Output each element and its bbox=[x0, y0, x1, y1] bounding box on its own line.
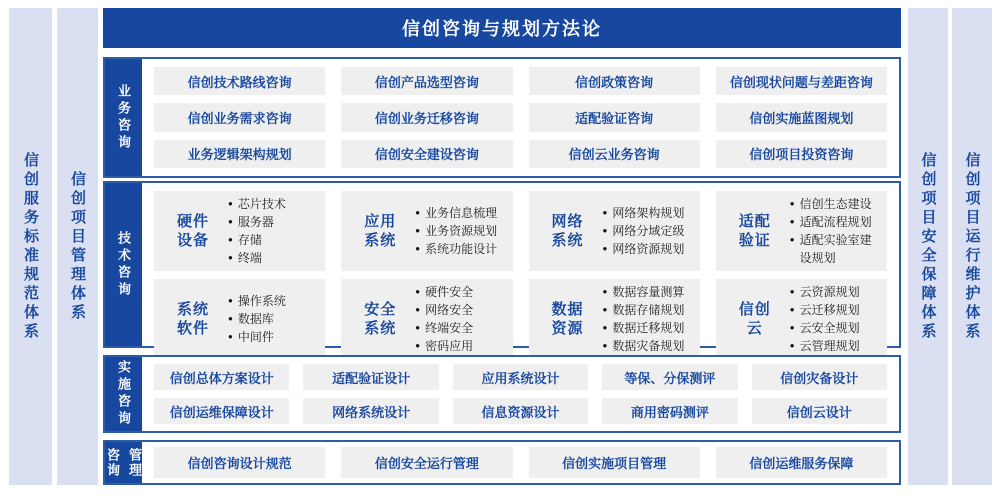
bullet-item bbox=[228, 249, 319, 267]
consulting-item: 等保、分保测评 bbox=[602, 364, 737, 390]
row-section-technical-consulting bbox=[103, 181, 901, 353]
consulting-item: 信创实施蓝图规划 bbox=[716, 103, 887, 131]
consulting-item: 信创云业务咨询 bbox=[529, 140, 700, 168]
row-label-text bbox=[103, 448, 144, 478]
bullet-icon: ● bbox=[415, 208, 421, 217]
bullet-text: 终端安全 bbox=[425, 321, 474, 335]
bullet-icon: ● bbox=[789, 235, 795, 244]
bullet-text: 终端 bbox=[237, 251, 262, 265]
bullet-icon: ● bbox=[602, 341, 608, 350]
sidebar-security-assurance bbox=[908, 8, 948, 485]
bullet-icon: ● bbox=[228, 199, 233, 208]
bullet-item bbox=[603, 283, 694, 301]
bullet-text: 存储 bbox=[237, 233, 262, 247]
sidebar-service-standard-label: 信创服务标准规范体系 bbox=[22, 151, 39, 342]
bullet-item bbox=[228, 231, 319, 249]
bullet-icon: ● bbox=[415, 226, 421, 235]
bullet-item bbox=[415, 222, 506, 240]
tech-block-bullet-list bbox=[790, 283, 881, 355]
tech-block-title: 安全 系统 bbox=[364, 300, 397, 337]
bullet-icon: ● bbox=[228, 217, 233, 226]
row-label-column-1: 咨询 bbox=[105, 447, 120, 478]
consulting-item: 信创现状问题与差距咨询 bbox=[716, 67, 887, 95]
tech-block bbox=[154, 279, 325, 359]
title-bar bbox=[103, 8, 901, 48]
row-label-column-2: 管理 bbox=[127, 447, 142, 478]
tech-block bbox=[529, 191, 700, 271]
bullet-icon: ● bbox=[415, 323, 421, 332]
implementation-consulting-grid bbox=[142, 357, 899, 431]
consulting-item: 信创灾备设计 bbox=[752, 364, 887, 390]
consulting-item: 商用密码测评 bbox=[602, 398, 737, 424]
row-label-text: 业务咨询 bbox=[116, 83, 131, 152]
tech-block-bullet-list bbox=[603, 283, 694, 355]
tech-block-title: 网络 系统 bbox=[551, 212, 584, 249]
tech-block-title: 适配 验证 bbox=[738, 212, 771, 249]
bullet-item bbox=[228, 292, 319, 310]
consulting-item: 信创运维服务保障 bbox=[716, 447, 887, 478]
tech-block-bullet-list bbox=[603, 204, 694, 258]
bullet-item bbox=[415, 319, 506, 337]
tech-block-bullet-list bbox=[415, 204, 506, 258]
tech-block-title: 系统 软件 bbox=[176, 300, 209, 337]
bullet-text: 数据迁移规划 bbox=[612, 321, 685, 335]
sidebar-security-assurance-label: 信创项目安全保障体系 bbox=[919, 151, 937, 342]
bullet-icon: ● bbox=[789, 217, 795, 226]
page-title: 信创咨询与规划方法论 bbox=[402, 19, 602, 39]
bullet-item bbox=[603, 301, 694, 319]
bullet-text: 密码应用 bbox=[425, 339, 474, 353]
bullet-item bbox=[415, 337, 506, 355]
consulting-item: 信创安全建设咨询 bbox=[341, 140, 512, 168]
bullet-icon: ● bbox=[789, 341, 795, 350]
sidebar-project-management bbox=[57, 8, 98, 485]
consulting-item: 网络系统设计 bbox=[303, 398, 438, 424]
bullet-text: 系统功能设计 bbox=[425, 242, 498, 256]
bullet-text: 操作系统 bbox=[237, 294, 286, 308]
bullet-text: 云资源规划 bbox=[799, 285, 860, 299]
row-section-business-consulting bbox=[103, 57, 901, 178]
tech-block bbox=[529, 279, 700, 359]
bullet-text: 数据库 bbox=[237, 312, 274, 326]
main-content bbox=[103, 8, 901, 496]
bullet-item bbox=[790, 283, 881, 301]
tech-block-bullet-list bbox=[228, 292, 319, 346]
bullet-item bbox=[603, 319, 694, 337]
bullet-text: 芯片技术 bbox=[237, 197, 286, 211]
tech-block-bullet-list bbox=[228, 195, 319, 267]
consulting-item: 信创安全运行管理 bbox=[341, 447, 512, 478]
bullet-icon: ● bbox=[228, 253, 233, 262]
bullet-item bbox=[790, 213, 881, 231]
bullet-item bbox=[415, 204, 506, 222]
bullet-icon: ● bbox=[228, 332, 233, 341]
row-section-consulting-management bbox=[103, 440, 901, 485]
bullet-text: 云安全规划 bbox=[799, 321, 860, 335]
bullet-item bbox=[790, 319, 881, 337]
bullet-icon: ● bbox=[602, 323, 608, 332]
bullet-text: 中间件 bbox=[237, 330, 274, 344]
consulting-item: 适配验证咨询 bbox=[529, 103, 700, 131]
consulting-item: 信息资源设计 bbox=[453, 398, 588, 424]
bullet-icon: ● bbox=[602, 287, 608, 296]
bullet-item bbox=[603, 204, 694, 222]
bullet-item bbox=[415, 283, 506, 301]
consulting-item: 适配验证设计 bbox=[303, 364, 438, 390]
consulting-item: 信创云设计 bbox=[752, 398, 887, 424]
row-label-implementation-consulting bbox=[105, 357, 142, 431]
tech-block bbox=[716, 279, 887, 359]
bullet-text: 网络资源规划 bbox=[612, 242, 685, 256]
bullet-item bbox=[603, 337, 694, 355]
row-label-text: 技术咨询 bbox=[116, 230, 131, 299]
bullet-icon: ● bbox=[602, 305, 608, 314]
bullet-icon: ● bbox=[228, 296, 233, 305]
bullet-icon: ● bbox=[415, 305, 421, 314]
consulting-item: 信创实施项目管理 bbox=[529, 447, 700, 478]
consulting-management-grid bbox=[142, 442, 899, 483]
bullet-text: 网络架构规划 bbox=[612, 206, 685, 220]
consulting-item: 信创项目投资咨询 bbox=[716, 140, 887, 168]
consulting-item: 应用系统设计 bbox=[453, 364, 588, 390]
bullet-text: 服务器 bbox=[237, 215, 274, 229]
bullet-icon: ● bbox=[789, 199, 795, 208]
bullet-item bbox=[603, 222, 694, 240]
business-consulting-grid bbox=[142, 59, 899, 176]
consulting-item: 信创业务迁移咨询 bbox=[341, 103, 512, 131]
bullet-icon: ● bbox=[602, 226, 608, 235]
sidebar-service-standard bbox=[9, 8, 52, 485]
technical-consulting-grid bbox=[142, 183, 899, 353]
bullet-text: 信创生态建设 bbox=[799, 197, 872, 211]
bullet-item bbox=[790, 301, 881, 319]
bullet-item bbox=[228, 328, 319, 346]
bullet-text: 业务资源规划 bbox=[425, 224, 498, 238]
bullet-icon: ● bbox=[789, 305, 795, 314]
consulting-item: 信创技术路线咨询 bbox=[154, 67, 325, 95]
consulting-item: 信创运维保障设计 bbox=[154, 398, 289, 424]
bullet-icon: ● bbox=[228, 235, 233, 244]
bullet-item bbox=[790, 231, 881, 267]
consulting-item: 信创产品选型咨询 bbox=[341, 67, 512, 95]
bullet-icon: ● bbox=[789, 323, 795, 332]
bullet-icon: ● bbox=[789, 287, 795, 296]
bullet-text: 适配实验室建设规划 bbox=[799, 233, 872, 265]
bullet-item bbox=[228, 195, 319, 213]
sidebar-operation-maintenance bbox=[952, 8, 992, 485]
tech-block bbox=[154, 191, 325, 271]
bullet-text: 硬件安全 bbox=[425, 285, 474, 299]
row-label-business-consulting bbox=[105, 59, 142, 176]
bullet-text: 云迁移规划 bbox=[799, 303, 860, 317]
tech-block-title: 数据 资源 bbox=[551, 300, 584, 337]
bullet-text: 数据灾备规划 bbox=[612, 339, 685, 353]
bullet-text: 网络分域定级 bbox=[612, 224, 685, 238]
consulting-item: 信创咨询设计规范 bbox=[154, 447, 325, 478]
bullet-icon: ● bbox=[228, 314, 233, 323]
tech-block-title: 应用 系统 bbox=[364, 212, 397, 249]
sidebar-operation-maintenance-label: 信创项目运行维护体系 bbox=[963, 151, 981, 342]
bullet-icon: ● bbox=[415, 244, 421, 253]
bullet-item bbox=[228, 213, 319, 231]
sidebar-project-management-label: 信创项目管理体系 bbox=[69, 170, 86, 323]
tech-block bbox=[716, 191, 887, 271]
bullet-icon: ● bbox=[602, 244, 608, 253]
bullet-text: 云管理规划 bbox=[799, 339, 860, 353]
bullet-icon: ● bbox=[415, 341, 421, 350]
tech-block-bullet-list bbox=[415, 283, 506, 355]
bullet-icon: ● bbox=[415, 287, 421, 296]
row-label-technical-consulting bbox=[105, 183, 142, 346]
tech-block-title: 信创 云 bbox=[738, 300, 771, 337]
bullet-item bbox=[790, 337, 881, 355]
tech-block-title: 硬件 设备 bbox=[176, 212, 209, 249]
bullet-item bbox=[228, 310, 319, 328]
bullet-text: 业务信息梳理 bbox=[425, 206, 498, 220]
consulting-item: 信创业务需求咨询 bbox=[154, 103, 325, 131]
bullet-text: 网络安全 bbox=[425, 303, 474, 317]
tech-block bbox=[341, 191, 512, 271]
bullet-text: 数据容量测算 bbox=[612, 285, 685, 299]
consulting-item: 业务逻辑架构规划 bbox=[154, 140, 325, 168]
bullet-item bbox=[415, 240, 506, 258]
consulting-item: 信创总体方案设计 bbox=[154, 364, 289, 390]
bullet-text: 数据存储规划 bbox=[612, 303, 685, 317]
bullet-item bbox=[603, 240, 694, 258]
row-label-consulting-management bbox=[105, 442, 142, 483]
tech-block-bullet-list bbox=[790, 195, 881, 267]
bullet-item bbox=[415, 301, 506, 319]
tech-block bbox=[341, 279, 512, 359]
bullet-icon: ● bbox=[602, 208, 608, 217]
bullet-item bbox=[790, 195, 881, 213]
consulting-item: 信创政策咨询 bbox=[529, 67, 700, 95]
bullet-text: 适配流程规划 bbox=[799, 215, 872, 229]
row-section-implementation-consulting bbox=[103, 355, 901, 433]
row-label-text: 实施咨询 bbox=[116, 360, 131, 428]
